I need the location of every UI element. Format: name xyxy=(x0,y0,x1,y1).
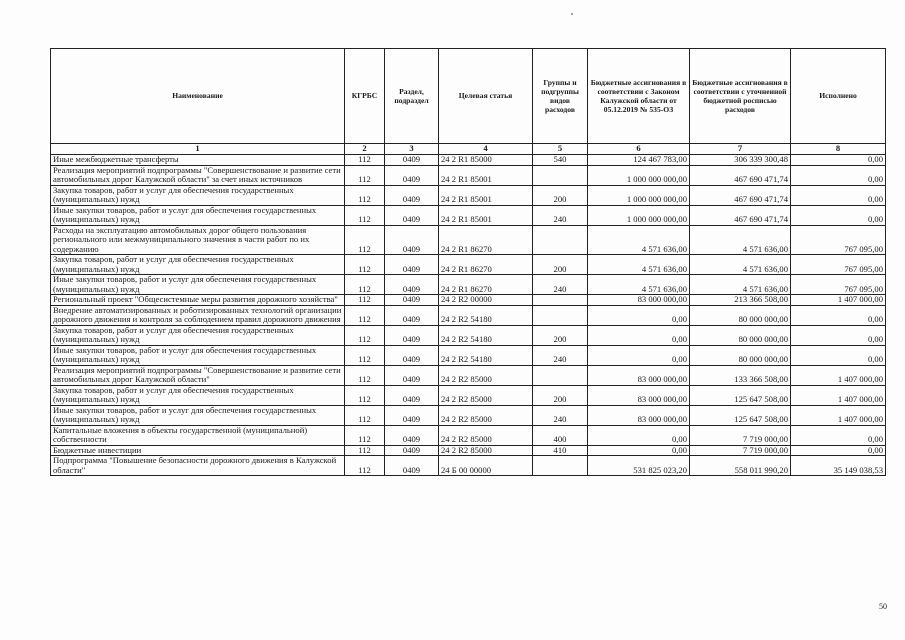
row-target-cell: 24 2 R2 00000 xyxy=(439,295,533,306)
row-target-cell: 24 2 R1 86270 xyxy=(439,255,533,275)
header-executed: Исполнено xyxy=(791,49,886,144)
column-number-row xyxy=(51,144,886,155)
row-target-cell: 24 2 R1 86270 xyxy=(439,275,533,295)
column-number: 2 xyxy=(345,144,385,155)
row-target-cell: 24 2 R2 85000 xyxy=(439,405,533,425)
page-number: 50 xyxy=(879,602,887,611)
row-law-amount-cell: 1 000 000 000,00 xyxy=(588,205,690,225)
row-kgrbs-cell: 112 xyxy=(345,165,385,185)
row-refined-amount-cell: 467 690 471,74 xyxy=(690,165,791,185)
column-number: 4 xyxy=(439,144,533,155)
row-kgrbs-cell: 112 xyxy=(345,295,385,306)
row-target-cell: 24 2 R2 54180 xyxy=(439,345,533,365)
row-law-amount-cell: 83 000 000,00 xyxy=(588,295,690,306)
column-number: 5 xyxy=(533,144,588,155)
header-row xyxy=(51,49,886,144)
row-executed-amount-cell: 0,00 xyxy=(791,425,886,445)
table-row xyxy=(51,365,886,385)
row-executed-amount-cell: 35 149 038,53 xyxy=(791,456,886,476)
row-kgrbs-cell: 112 xyxy=(345,425,385,445)
row-target-cell: 24 2 R1 85001 xyxy=(439,185,533,205)
row-refined-amount-cell: 4 571 636,00 xyxy=(690,275,791,295)
row-law-amount-cell: 4 571 636,00 xyxy=(588,255,690,275)
row-refined-amount-cell: 4 571 636,00 xyxy=(690,255,791,275)
row-name-cell: Закупка товаров, работ и услуг для обеспечения государственных (муниципальных) нужд xyxy=(51,255,345,275)
row-group-cell xyxy=(533,225,588,255)
row-name-cell: Бюджетные инвестиции xyxy=(51,445,345,456)
column-number: 8 xyxy=(791,144,886,155)
table-row xyxy=(51,445,886,456)
table-row xyxy=(51,255,886,275)
row-name-cell: Реализация мероприятий подпрограммы "Совершенствование и развитие сети автомобильных дорог Калужской области" за счет иных источников xyxy=(51,165,345,185)
row-name-cell: Иные закупки товаров, работ и услуг для обеспечения государственных (муниципальных) нужд xyxy=(51,405,345,425)
column-number: 7 xyxy=(690,144,791,155)
row-refined-amount-cell: 4 571 636,00 xyxy=(690,225,791,255)
row-target-cell: 24 2 R1 85001 xyxy=(439,165,533,185)
row-name-cell: Закупка товаров, работ и услуг для обеспечения государственных (муниципальных) нужд xyxy=(51,185,345,205)
column-number: 3 xyxy=(385,144,439,155)
row-refined-amount-cell: 7 719 000,00 xyxy=(690,445,791,456)
row-executed-amount-cell: 767 095,00 xyxy=(791,225,886,255)
row-name-cell: Региональный проект "Общесистемные меры развития дорожного хозяйства" xyxy=(51,295,345,306)
row-refined-amount-cell: 558 011 990,20 xyxy=(690,456,791,476)
row-kgrbs-cell: 112 xyxy=(345,185,385,205)
row-section-cell: 0409 xyxy=(385,165,439,185)
row-name-cell: Закупка товаров, работ и услуг для обеспечения государственных (муниципальных) нужд xyxy=(51,325,345,345)
row-section-cell: 0409 xyxy=(385,456,439,476)
table-row xyxy=(51,205,886,225)
row-target-cell: 24 Б 00 00000 xyxy=(439,456,533,476)
row-executed-amount-cell: 0,00 xyxy=(791,155,886,166)
row-kgrbs-cell: 112 xyxy=(345,345,385,365)
row-refined-amount-cell: 133 366 508,00 xyxy=(690,365,791,385)
scan-speck xyxy=(571,13,573,15)
row-target-cell: 24 2 R1 85000 xyxy=(439,155,533,166)
row-executed-amount-cell: 767 095,00 xyxy=(791,255,886,275)
row-executed-amount-cell: 0,00 xyxy=(791,445,886,456)
row-kgrbs-cell: 112 xyxy=(345,405,385,425)
row-refined-amount-cell: 467 690 471,74 xyxy=(690,205,791,225)
row-group-cell: 410 xyxy=(533,445,588,456)
budget-table xyxy=(50,48,886,476)
row-section-cell: 0409 xyxy=(385,255,439,275)
row-name-cell: Капитальные вложения в объекты государственной (муниципальной) собственности xyxy=(51,425,345,445)
row-kgrbs-cell: 112 xyxy=(345,445,385,456)
row-kgrbs-cell: 112 xyxy=(345,305,385,325)
row-name-cell: Иные закупки товаров, работ и услуг для обеспечения государственных (муниципальных) нужд xyxy=(51,345,345,365)
row-target-cell: 24 2 R2 85000 xyxy=(439,365,533,385)
table-row xyxy=(51,385,886,405)
row-section-cell: 0409 xyxy=(385,275,439,295)
row-group-cell xyxy=(533,305,588,325)
row-name-cell: Иные межбюджетные трансферты xyxy=(51,155,345,166)
row-section-cell: 0409 xyxy=(385,325,439,345)
row-refined-amount-cell: 213 366 508,00 xyxy=(690,295,791,306)
row-group-cell: 400 xyxy=(533,425,588,445)
row-name-cell: Закупка товаров, работ и услуг для обеспечения государственных (муниципальных) нужд xyxy=(51,385,345,405)
row-law-amount-cell: 0,00 xyxy=(588,445,690,456)
header-kgrbs: КГРБС xyxy=(345,49,385,144)
row-section-cell: 0409 xyxy=(385,445,439,456)
row-target-cell: 24 2 R1 85001 xyxy=(439,205,533,225)
row-name-cell: Расходы на эксплуатацию автомобильных дорог общего пользования регионального или межмуниципального значения в части работ по их содержанию xyxy=(51,225,345,255)
row-executed-amount-cell: 0,00 xyxy=(791,205,886,225)
row-executed-amount-cell: 0,00 xyxy=(791,305,886,325)
row-law-amount-cell: 4 571 636,00 xyxy=(588,225,690,255)
column-number: 1 xyxy=(51,144,345,155)
row-law-amount-cell: 124 467 783,00 xyxy=(588,155,690,166)
table-row xyxy=(51,155,886,166)
row-target-cell: 24 2 R2 85000 xyxy=(439,385,533,405)
row-group-cell: 540 xyxy=(533,155,588,166)
table-row xyxy=(51,405,886,425)
table-row xyxy=(51,325,886,345)
row-law-amount-cell: 4 571 636,00 xyxy=(588,275,690,295)
row-group-cell: 240 xyxy=(533,345,588,365)
row-target-cell: 24 2 R2 85000 xyxy=(439,445,533,456)
row-section-cell: 0409 xyxy=(385,305,439,325)
column-number: 6 xyxy=(588,144,690,155)
row-section-cell: 0409 xyxy=(385,155,439,166)
row-target-cell: 24 2 R1 86270 xyxy=(439,225,533,255)
row-kgrbs-cell: 112 xyxy=(345,385,385,405)
row-kgrbs-cell: 112 xyxy=(345,365,385,385)
table-row xyxy=(51,295,886,306)
row-kgrbs-cell: 112 xyxy=(345,275,385,295)
row-group-cell: 240 xyxy=(533,205,588,225)
row-executed-amount-cell: 0,00 xyxy=(791,345,886,365)
row-name-cell: Внедрение автоматизированных и роботизированных технологий организации дорожного движения и контроля за соблюдением правил дорожного движения xyxy=(51,305,345,325)
row-section-cell: 0409 xyxy=(385,365,439,385)
row-name-cell: Иные закупки товаров, работ и услуг для обеспечения государственных (муниципальных) нужд xyxy=(51,275,345,295)
table-body xyxy=(51,155,886,476)
table-row xyxy=(51,165,886,185)
row-refined-amount-cell: 125 647 508,00 xyxy=(690,385,791,405)
table-row xyxy=(51,345,886,365)
header-section: Раздел, подраздел xyxy=(385,49,439,144)
row-kgrbs-cell: 112 xyxy=(345,255,385,275)
row-refined-amount-cell: 306 339 300,48 xyxy=(690,155,791,166)
row-law-amount-cell: 531 825 023,20 xyxy=(588,456,690,476)
row-group-cell: 200 xyxy=(533,385,588,405)
row-refined-amount-cell: 125 647 508,00 xyxy=(690,405,791,425)
header-law-allocations: Бюджетные ассигнования в соответствии с Законом Калужской области от 05.12.2019 № 535-ОЗ xyxy=(588,49,690,144)
row-law-amount-cell: 83 000 000,00 xyxy=(588,405,690,425)
row-section-cell: 0409 xyxy=(385,295,439,306)
row-refined-amount-cell: 80 000 000,00 xyxy=(690,305,791,325)
row-name-cell: Подпрограмма "Повышение безопасности дорожного движения в Калужской области" xyxy=(51,456,345,476)
row-executed-amount-cell: 1 407 000,00 xyxy=(791,385,886,405)
header-target: Целевая статья xyxy=(439,49,533,144)
table-row xyxy=(51,425,886,445)
row-section-cell: 0409 xyxy=(385,185,439,205)
row-section-cell: 0409 xyxy=(385,425,439,445)
header-name: Наименование xyxy=(51,49,345,144)
row-law-amount-cell: 83 000 000,00 xyxy=(588,365,690,385)
row-section-cell: 0409 xyxy=(385,345,439,365)
row-refined-amount-cell: 80 000 000,00 xyxy=(690,345,791,365)
row-law-amount-cell: 1 000 000 000,00 xyxy=(588,165,690,185)
table-row xyxy=(51,275,886,295)
header-refined-allocations: Бюджетные ассигнования в соответствии с уточненной бюджетной росписью расходов xyxy=(690,49,791,144)
row-kgrbs-cell: 112 xyxy=(345,155,385,166)
row-group-cell: 200 xyxy=(533,185,588,205)
row-group-cell: 240 xyxy=(533,275,588,295)
row-section-cell: 0409 xyxy=(385,385,439,405)
row-kgrbs-cell: 112 xyxy=(345,205,385,225)
row-group-cell xyxy=(533,165,588,185)
row-refined-amount-cell: 7 719 000,00 xyxy=(690,425,791,445)
row-group-cell: 200 xyxy=(533,325,588,345)
row-executed-amount-cell: 767 095,00 xyxy=(791,275,886,295)
row-refined-amount-cell: 80 000 000,00 xyxy=(690,325,791,345)
table-row xyxy=(51,225,886,255)
row-target-cell: 24 2 R2 54180 xyxy=(439,325,533,345)
row-group-cell xyxy=(533,365,588,385)
header-expense-groups: Группы и подгруппы видов расходов xyxy=(533,49,588,144)
row-name-cell: Иные закупки товаров, работ и услуг для обеспечения государственных (муниципальных) нужд xyxy=(51,205,345,225)
row-name-cell: Реализация мероприятий подпрограммы "Совершенствование и развитие сети автомобильных дорог Калужской области" xyxy=(51,365,345,385)
row-executed-amount-cell: 1 407 000,00 xyxy=(791,365,886,385)
row-executed-amount-cell: 0,00 xyxy=(791,325,886,345)
row-group-cell xyxy=(533,295,588,306)
row-section-cell: 0409 xyxy=(385,205,439,225)
row-executed-amount-cell: 0,00 xyxy=(791,185,886,205)
row-section-cell: 0409 xyxy=(385,405,439,425)
row-target-cell: 24 2 R2 85000 xyxy=(439,425,533,445)
row-target-cell: 24 2 R2 54180 xyxy=(439,305,533,325)
row-executed-amount-cell: 0,00 xyxy=(791,165,886,185)
row-group-cell: 200 xyxy=(533,255,588,275)
table-row xyxy=(51,305,886,325)
row-kgrbs-cell: 112 xyxy=(345,456,385,476)
row-law-amount-cell: 0,00 xyxy=(588,325,690,345)
row-law-amount-cell: 1 000 000 000,00 xyxy=(588,185,690,205)
row-law-amount-cell: 83 000 000,00 xyxy=(588,385,690,405)
row-law-amount-cell: 0,00 xyxy=(588,425,690,445)
table-row xyxy=(51,185,886,205)
row-kgrbs-cell: 112 xyxy=(345,325,385,345)
row-executed-amount-cell: 1 407 000,00 xyxy=(791,405,886,425)
row-law-amount-cell: 0,00 xyxy=(588,345,690,365)
row-section-cell: 0409 xyxy=(385,225,439,255)
row-group-cell xyxy=(533,456,588,476)
row-refined-amount-cell: 467 690 471,74 xyxy=(690,185,791,205)
row-kgrbs-cell: 112 xyxy=(345,225,385,255)
row-executed-amount-cell: 1 407 000,00 xyxy=(791,295,886,306)
row-law-amount-cell: 0,00 xyxy=(588,305,690,325)
row-group-cell: 240 xyxy=(533,405,588,425)
table-row xyxy=(51,456,886,476)
